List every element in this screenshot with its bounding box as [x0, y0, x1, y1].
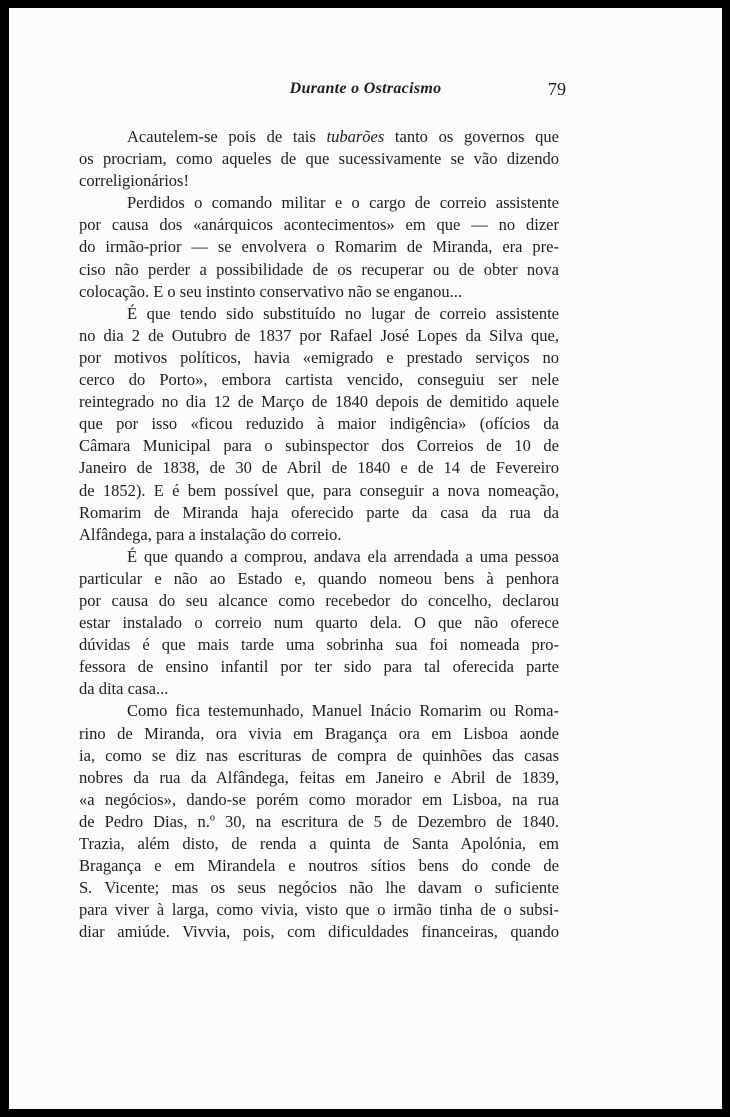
text-line: S. Vicente; mas os seus negócios não lhe davam o suficiente — [79, 878, 559, 898]
text-line: ciso não perder a possibilidade de os recuperar ou de obter nova — [79, 259, 559, 279]
text-line: Bragança e em Mirandela e noutros sítios bens do conde de — [79, 856, 559, 876]
text-line: dúvidas é que mais tarde uma sobrinha sua foi nomeada pro- — [79, 635, 559, 655]
text-line: reintegrado no dia 12 de Março de 1840 depois de demitido aquele — [79, 392, 559, 412]
text-line: diar amiúde. Vivvia, pois, com dificuldades financeiras, quando — [79, 922, 559, 942]
text-line: cerco do Porto», embora cartista vencido, conseguiu ser nele — [79, 370, 559, 390]
text-line: Câmara Municipal para o subinspector dos Correios de 10 de — [79, 436, 559, 456]
text-line: do irmão-prior — se envolvera o Romarim de Miranda, era pre- — [79, 237, 559, 257]
text-line: por causa do seu alcance como recebedor do concelho, declarou — [79, 590, 559, 610]
running-title: Durante o Ostracismo — [289, 80, 442, 97]
text-line: que por isso «ficou reduzido à maior indigência» (ofícios da — [79, 414, 559, 434]
text-line: nobres da rua da Alfândega, feitas em Janeiro e Abril de 1839, — [79, 767, 559, 787]
text-line: os procriam, como aqueles de que sucessivamente se vão dizendo — [79, 149, 559, 169]
text-line: por motivos políticos, havia «emigrado e prestado serviços no — [79, 347, 559, 367]
text-line: Romarim de Miranda haja oferecido parte da casa da rua da — [79, 502, 559, 522]
text-line: rino de Miranda, ora vivia em Bragança ora em Lisboa aonde — [79, 723, 559, 743]
text-line: Janeiro de 1838, de 30 de Abril de 1840 e de 14 de Fevereiro — [79, 458, 559, 478]
text-line: para viver à larga, como vivia, visto que o irmão tinha de o subsi- — [79, 900, 559, 920]
text-line: de Pedro Dias, n.º 30, na escritura de 5 de Dezembro de 1840. — [79, 811, 559, 831]
paragraph — [79, 192, 559, 302]
italic-term: tubarões — [326, 127, 385, 146]
text-line: no dia 2 de Outubro de 1837 por Rafael José Lopes da Silva que, — [79, 325, 559, 345]
text-line: Perdidos o comando militar e o cargo de correio assistente — [127, 193, 559, 213]
paragraph — [79, 546, 559, 701]
text-line: É que quando a comprou, andava ela arrendada a uma pessoa — [127, 546, 559, 566]
text-line: ia, como se diz nas escrituras de compra de quinhões das casas — [79, 745, 559, 765]
paragraph — [79, 303, 559, 546]
paragraph — [79, 700, 559, 943]
text-line: particular e não ao Estado e, quando nomeou bens à penhora — [79, 568, 559, 588]
text-line: Acautelem-se pois de tais tubarões tanto os governos que — [127, 127, 559, 146]
text-line: É que tendo sido substituído no lugar de correio assistente — [127, 303, 559, 323]
text-line: da dita casa... — [79, 679, 169, 699]
text-line: Como fica testemunhado, Manuel Inácio Romarim ou Roma- — [127, 701, 559, 721]
text-line: colocação. E o seu instinto conservativo não se enganou... — [79, 281, 463, 301]
text-line: correligionários! — [79, 171, 189, 191]
text-line: por causa dos «anárquicos acontecimentos» em que — no dizer — [79, 215, 559, 235]
page-number: 79 — [548, 79, 566, 99]
text-line: Trazia, além disto, de renda a quinta de Santa Apolónia, em — [79, 834, 559, 853]
body-text — [79, 126, 559, 943]
book-page — [9, 8, 722, 1109]
text-line: estar instalado o correio num quarto dela. O que não oferece — [79, 613, 559, 633]
paragraph — [79, 126, 559, 192]
text-line: fessora de ensino infantil por ter sido para tal oferecida parte — [79, 657, 559, 677]
text-line: de 1852). E é bem possível que, para conseguir a nova nomeação, — [79, 480, 559, 500]
text-line: Alfândega, para a instalação do correio. — [79, 524, 342, 544]
text-line: «a negócios», dando-se porém como morador em Lisboa, na rua — [79, 789, 559, 809]
